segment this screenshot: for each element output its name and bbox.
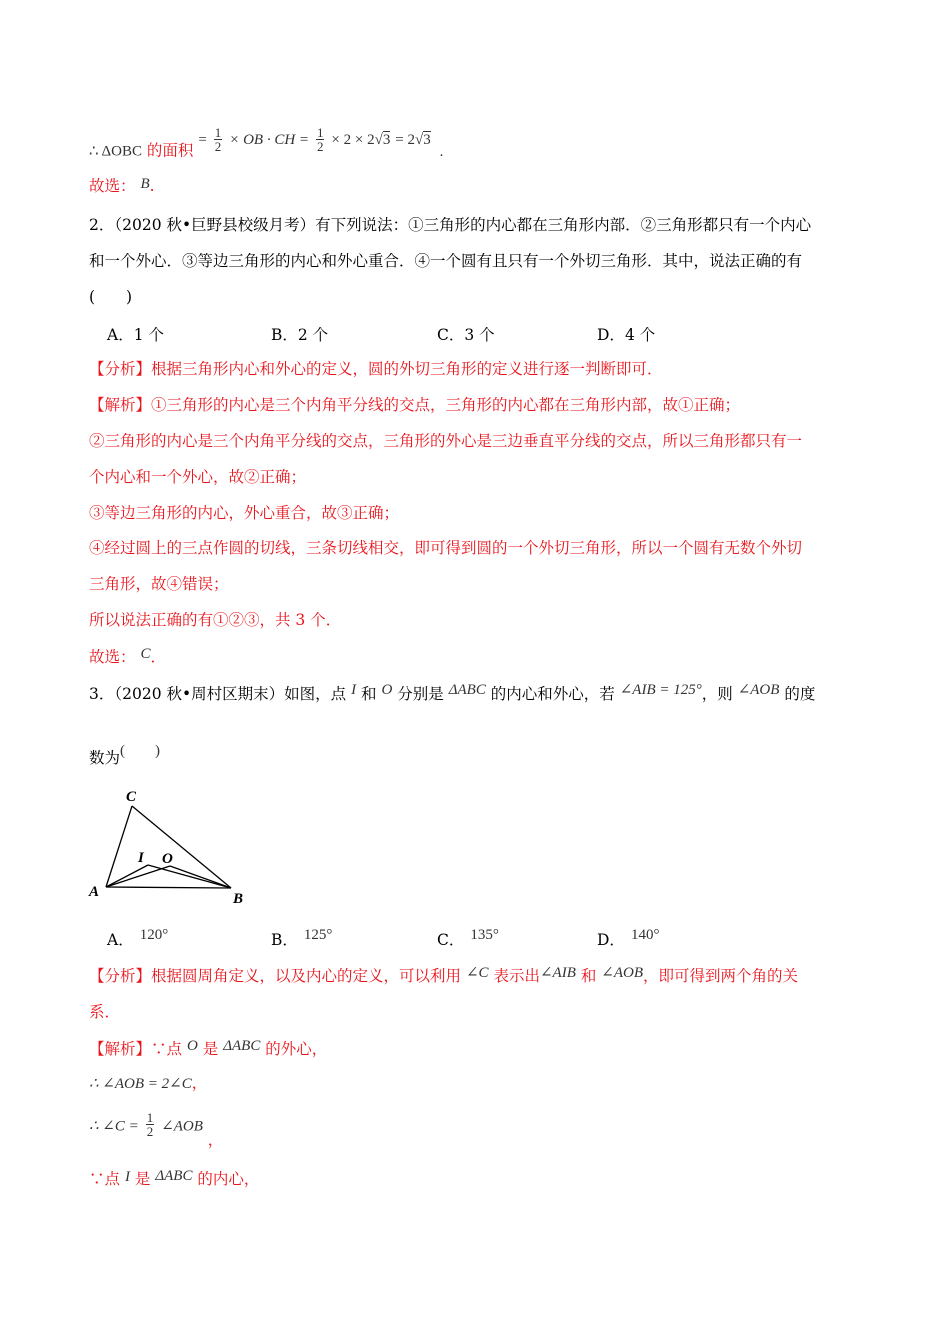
label-c: C	[126, 789, 137, 805]
comma: ，	[191, 1074, 208, 1092]
triangle-abc: ΔABC	[223, 1038, 261, 1054]
option-text: 4 个	[624, 326, 656, 344]
solution-text: 是	[134, 1170, 151, 1188]
option-text: 125°	[303, 927, 333, 943]
option-letter: C．	[437, 326, 465, 344]
q3-stem-line2	[89, 743, 161, 770]
q3-stem-text: ，则	[701, 685, 733, 703]
frac-den: 2	[146, 1124, 154, 1139]
option-text: 3 个	[464, 326, 495, 344]
therefore-obc: ∴ ΔOBC	[89, 143, 142, 160]
triangle-figure	[86, 785, 256, 910]
option-text: 2 个	[297, 326, 329, 344]
q2-stem-paren: ( )	[89, 288, 133, 306]
q3-option-c	[437, 928, 499, 950]
solution-text: ∵点	[89, 1170, 121, 1188]
angle-c: ∠C	[465, 965, 489, 981]
fraction-half-1	[214, 126, 223, 153]
q2-stem-line2: 和一个外心．③等边三角形的内心和外心重合．④一个圆有且只有一个外切三角形．其中，说法正确的有	[89, 252, 803, 270]
analysis-text: 和	[580, 967, 597, 985]
solution-text: 【解析】∵点	[89, 1040, 183, 1058]
end-dot: .	[439, 143, 444, 160]
prev-answer	[89, 175, 155, 198]
point-i: I	[351, 682, 357, 698]
option-text: 120°	[139, 927, 169, 943]
q3-paren: ( )	[120, 743, 161, 759]
triangle-abc: ΔABC	[448, 682, 486, 698]
angle-aib-value: ∠AIB = 125°	[619, 682, 702, 698]
q3-analysis-line1	[89, 965, 798, 988]
sqrt-radicand: 3	[382, 131, 391, 148]
q2-option-c	[437, 323, 495, 345]
q2-analysis: 【分析】根据三角形内心和外心的定义，圆的外切三角形的定义进行逐一判断即可．	[89, 360, 663, 378]
q2-option-a	[107, 323, 164, 345]
q3-stem-text: 的度	[784, 685, 816, 703]
solution-text: 的内心，	[197, 1170, 260, 1188]
option-letter: D．	[597, 326, 625, 344]
answer-value: B	[140, 176, 150, 192]
equation-aob-2c: ∴ ∠AOB = 2∠C	[89, 1076, 192, 1092]
solution-text: 是	[202, 1040, 219, 1058]
label-a: A	[89, 884, 100, 900]
equation-rhs: ∠AOB	[161, 1118, 203, 1135]
solution-text: 的外心，	[265, 1040, 328, 1058]
label-o: O	[162, 851, 173, 867]
sqrt-radicand: 3	[423, 131, 431, 148]
triangle-lines	[106, 806, 231, 888]
q2-solution-line: 三角形，故④错误；	[89, 575, 229, 593]
formula-eq1: =	[198, 131, 207, 148]
point-o: O	[381, 682, 393, 698]
option-text: 135°	[470, 927, 499, 943]
q3-stem-text: 分别是	[397, 685, 444, 703]
answer-value: C	[140, 646, 151, 662]
q3-stem-text: 3．（2020 秋•周村区期末）如图，点	[89, 685, 347, 703]
label-b: B	[233, 891, 244, 907]
analysis-text: 【分析】根据圆周角定义，以及内心的定义，可以利用	[89, 967, 462, 985]
q2-solution-line: 个内心和一个外心，故②正确；	[89, 468, 307, 486]
formula-eq2: = 2	[395, 131, 415, 148]
q2-solution-line: 所以说法正确的有①②③，共 3 个．	[89, 611, 342, 629]
q2-option-d	[597, 323, 655, 345]
area-label: 的面积	[146, 141, 194, 160]
area-formula	[198, 125, 435, 154]
q3-solution-line4	[89, 1168, 259, 1191]
answer-suffix: ．	[150, 648, 166, 666]
segment-ab	[106, 887, 231, 888]
q2-solution-line: ④经过圆上的三点作圆的切线，三条切线相交，即可得到圆的一个外切三角形，所以一个圆有无数个外切	[89, 539, 803, 557]
q3-solution-line3	[89, 1110, 224, 1149]
q3-option-a	[107, 928, 168, 950]
q2-solution-line: ②三角形的内心是三个内角平分线的交点，三角形的外心是三边垂直平分线的交点，所以三角形都只有一	[89, 432, 803, 450]
option-letter: C．	[437, 931, 465, 949]
analysis-text: 表示出	[493, 967, 540, 985]
comma: ，	[207, 1130, 224, 1149]
angle-aob: ∠AOB	[737, 682, 780, 698]
option-letter: B．	[271, 326, 298, 344]
frac-den: 2	[214, 139, 222, 154]
q3-option-d	[597, 928, 659, 950]
q3-stem-text: 数为	[89, 749, 121, 767]
option-letter: A．	[107, 326, 134, 344]
sqrt-sign: √	[374, 131, 383, 148]
area-conclusion-line	[89, 125, 444, 165]
analysis-text: ，即可得到两个角的关	[643, 967, 799, 985]
angle-aob: ∠AOB	[601, 965, 643, 981]
option-letter: A．	[107, 931, 134, 949]
q2-option-b	[271, 323, 328, 345]
q2-stem-line1: 2．（2020 秋•巨野县校级月考）有下列说法：①三角形的内心都在三角形内部．②三角形都只有一个内心	[89, 216, 812, 234]
option-letter: B．	[271, 931, 298, 949]
point-i: I	[124, 1169, 130, 1185]
segment-ao	[106, 866, 170, 887]
q3-stem-text: 的内心和外心，若	[490, 685, 615, 703]
fraction-half	[146, 1111, 155, 1138]
answer-prefix: 故选：	[89, 177, 136, 195]
triangle-abc: ΔABC	[155, 1168, 193, 1184]
segment-ob	[170, 866, 231, 888]
point-o: O	[186, 1038, 198, 1054]
answer-prefix: 故选：	[89, 648, 136, 666]
frac-num: 1	[214, 125, 222, 140]
equation-lhs: ∴ ∠C =	[89, 1118, 139, 1135]
frac-num: 1	[146, 1110, 154, 1125]
formula-mid: × OB · CH =	[229, 131, 310, 148]
q2-solution-line: 【解析】①三角形的内心是三个内角平分线的交点，三角形的内心都在三角形内部，故①正确；	[89, 396, 741, 414]
q2-answer	[89, 646, 166, 669]
frac-num: 1	[316, 125, 324, 140]
frac-den: 2	[316, 139, 324, 154]
fraction-half-2	[316, 126, 325, 153]
q3-stem-line1	[89, 683, 815, 706]
angle-aib: ∠AIB	[539, 965, 576, 981]
label-i: I	[138, 850, 144, 866]
q3-solution-line2	[89, 1072, 207, 1095]
option-text: 140°	[630, 927, 660, 943]
option-text: 1 个	[133, 326, 164, 344]
option-letter: D．	[597, 931, 625, 949]
sqrt-sign: √	[414, 131, 424, 148]
q3-stem-text: 和	[361, 685, 377, 703]
q3-analysis-line2: 系．	[89, 1003, 121, 1021]
q3-option-b	[271, 928, 332, 950]
answer-suffix: .	[149, 177, 155, 195]
q3-solution-line1	[89, 1038, 327, 1061]
q2-solution-line: ③等边三角形的内心，外心重合，故③正确；	[89, 504, 400, 522]
segment-bc	[132, 806, 231, 888]
formula-rhs: × 2 × 2	[331, 131, 375, 148]
